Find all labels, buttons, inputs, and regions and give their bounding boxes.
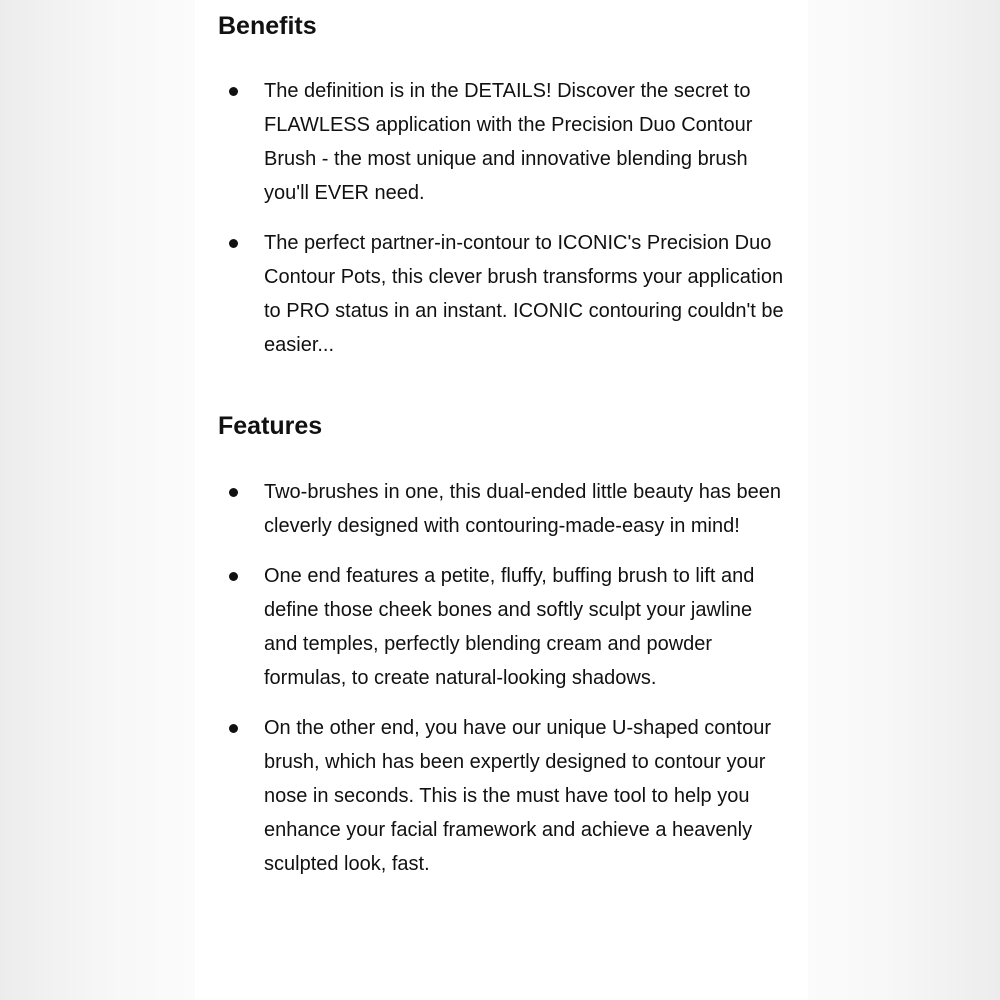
feature-text: On the other end, you have our unique U-shaped contour brush, which has been expertly designed to contour your nose in seconds. This is the must have tool to help you enhance your facial framework and achieve a heavenly sculpted look, fast. bbox=[264, 717, 772, 875]
benefits-list bbox=[195, 74, 808, 378]
benefits-heading: Benefits bbox=[218, 12, 317, 40]
benefit-item bbox=[195, 226, 808, 362]
bullet-dot-icon bbox=[229, 724, 238, 733]
benefit-text: The perfect partner-in-contour to ICONIC's Precision Duo Contour Pots, this clever brush transforms your application to PRO status in an instant. ICONIC contouring couldn't be easier... bbox=[264, 232, 784, 356]
feature-item bbox=[195, 475, 808, 543]
feature-item bbox=[195, 711, 808, 881]
features-heading: Features bbox=[218, 412, 323, 440]
product-description-panel bbox=[195, 0, 808, 1000]
bullet-dot-icon bbox=[229, 87, 238, 96]
bullet-dot-icon bbox=[229, 239, 238, 248]
feature-item bbox=[195, 559, 808, 695]
feature-text: One end features a petite, fluffy, buffing brush to lift and define those cheek bones and softly sculpt your jawline and temples, perfectly blending cream and powder formulas, to create natural-looking shadows. bbox=[264, 565, 755, 689]
bullet-dot-icon bbox=[229, 488, 238, 497]
features-list bbox=[195, 475, 808, 897]
feature-text: Two-brushes in one, this dual-ended little beauty has been cleverly designed with contouring-made-easy in mind! bbox=[264, 481, 782, 537]
bullet-dot-icon bbox=[229, 572, 238, 581]
benefit-text: The definition is in the DETAILS! Discover the secret to FLAWLESS application with the Precision Duo Contour Brush - the most unique and innovative blending brush you'll EVER need. bbox=[264, 80, 753, 204]
benefit-item bbox=[195, 74, 808, 210]
